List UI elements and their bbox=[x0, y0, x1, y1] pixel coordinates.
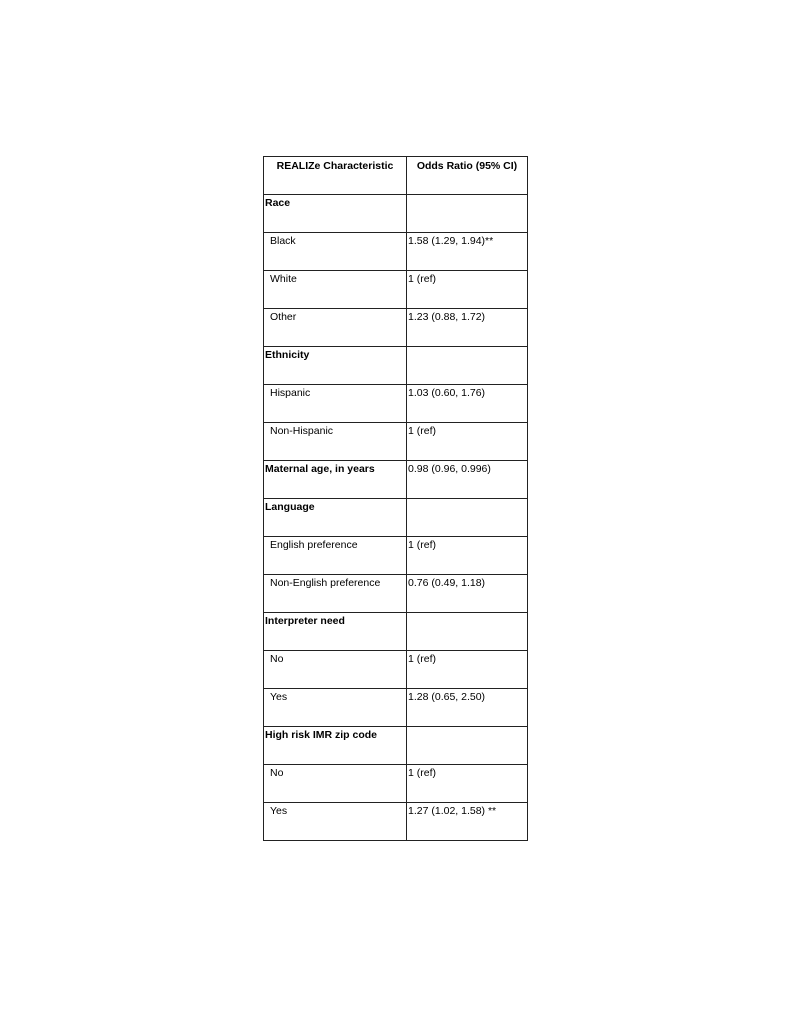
characteristic-label: Hispanic bbox=[270, 387, 311, 399]
characteristic-cell bbox=[264, 461, 407, 499]
odds-ratio-cell bbox=[407, 233, 528, 271]
characteristic-cell bbox=[264, 537, 407, 575]
odds-ratio-value: 1 (ref) bbox=[408, 653, 437, 665]
characteristic-label: Interpreter need bbox=[265, 615, 345, 627]
characteristic-label: Maternal age, in years bbox=[265, 463, 375, 475]
odds-ratio-cell bbox=[407, 537, 528, 575]
odds-ratio-cell bbox=[407, 499, 528, 537]
odds-ratio-cell bbox=[407, 765, 528, 803]
odds-ratio-value: 1 (ref) bbox=[408, 539, 437, 551]
characteristic-label: Yes bbox=[270, 691, 288, 703]
characteristic-label: White bbox=[270, 273, 297, 285]
odds-ratio-value: 1 (ref) bbox=[408, 273, 437, 285]
table-row bbox=[264, 461, 528, 499]
odds-ratio-cell bbox=[407, 613, 528, 651]
odds-ratio-value bbox=[407, 613, 527, 615]
table-row bbox=[264, 347, 528, 385]
table-row bbox=[264, 689, 528, 727]
characteristic-cell bbox=[264, 575, 407, 613]
odds-ratio-value: 1 (ref) bbox=[408, 767, 437, 779]
odds-ratio-value: 0.76 (0.49, 1.18) bbox=[408, 577, 486, 589]
odds-ratio-cell bbox=[407, 727, 528, 765]
characteristic-cell bbox=[264, 423, 407, 461]
characteristic-label: Race bbox=[265, 197, 291, 209]
odds-ratio-cell bbox=[407, 195, 528, 233]
odds-ratio-value bbox=[407, 727, 527, 729]
column-header-characteristic: REALIZe Characteristic bbox=[264, 157, 407, 195]
characteristic-cell bbox=[264, 803, 407, 841]
odds-ratio-value: 1.27 (1.02, 1.58) ** bbox=[408, 805, 497, 817]
characteristic-label: Yes bbox=[270, 805, 288, 817]
characteristic-label: No bbox=[270, 767, 284, 779]
table-row bbox=[264, 765, 528, 803]
odds-ratio-value bbox=[407, 195, 527, 197]
characteristic-label: High risk IMR zip code bbox=[265, 729, 378, 741]
characteristic-label: Non-Hispanic bbox=[270, 425, 334, 437]
odds-ratio-cell bbox=[407, 385, 528, 423]
odds-ratio-value: 1.28 (0.65, 2.50) bbox=[408, 691, 486, 703]
odds-ratio-value: 1.58 (1.29, 1.94)** bbox=[408, 235, 494, 247]
table-row bbox=[264, 309, 528, 347]
odds-ratio-cell bbox=[407, 271, 528, 309]
table-row bbox=[264, 499, 528, 537]
odds-ratio-cell bbox=[407, 575, 528, 613]
table-row bbox=[264, 271, 528, 309]
odds-ratio-value: 0.98 (0.96, 0.996) bbox=[408, 463, 491, 475]
characteristic-label: Other bbox=[270, 311, 297, 323]
odds-ratio-table-container bbox=[263, 156, 528, 841]
characteristic-cell bbox=[264, 689, 407, 727]
table-row bbox=[264, 727, 528, 765]
odds-ratio-cell bbox=[407, 689, 528, 727]
characteristic-cell bbox=[264, 613, 407, 651]
characteristic-label: Ethnicity bbox=[265, 349, 310, 361]
table-header-row bbox=[264, 157, 528, 195]
characteristic-cell bbox=[264, 727, 407, 765]
table-row bbox=[264, 575, 528, 613]
table-row bbox=[264, 613, 528, 651]
odds-ratio-value: 1.03 (0.60, 1.76) bbox=[408, 387, 486, 399]
characteristic-cell bbox=[264, 499, 407, 537]
characteristic-cell bbox=[264, 233, 407, 271]
odds-ratio-cell bbox=[407, 651, 528, 689]
odds-ratio-value bbox=[407, 499, 527, 501]
characteristic-cell bbox=[264, 651, 407, 689]
table-row bbox=[264, 651, 528, 689]
characteristic-label: Non-English preference bbox=[270, 577, 381, 589]
characteristic-cell bbox=[264, 347, 407, 385]
odds-ratio-cell bbox=[407, 461, 528, 499]
odds-ratio-table bbox=[263, 156, 528, 841]
table-row bbox=[264, 195, 528, 233]
table-row bbox=[264, 423, 528, 461]
characteristic-cell bbox=[264, 195, 407, 233]
odds-ratio-cell bbox=[407, 423, 528, 461]
table-row bbox=[264, 537, 528, 575]
column-header-odds-ratio: Odds Ratio (95% CI) bbox=[407, 157, 528, 195]
odds-ratio-value: 1.23 (0.88, 1.72) bbox=[408, 311, 486, 323]
characteristic-cell bbox=[264, 385, 407, 423]
table-row bbox=[264, 385, 528, 423]
characteristic-label: Language bbox=[265, 501, 315, 513]
odds-ratio-cell bbox=[407, 309, 528, 347]
table-row bbox=[264, 803, 528, 841]
odds-ratio-value: 1 (ref) bbox=[408, 425, 437, 437]
characteristic-label: English preference bbox=[270, 539, 358, 551]
characteristic-label: Black bbox=[270, 235, 296, 247]
characteristic-cell bbox=[264, 765, 407, 803]
characteristic-cell bbox=[264, 309, 407, 347]
table-row bbox=[264, 233, 528, 271]
odds-ratio-cell bbox=[407, 347, 528, 385]
characteristic-cell bbox=[264, 271, 407, 309]
characteristic-label: No bbox=[270, 653, 284, 665]
table-body bbox=[264, 195, 528, 841]
odds-ratio-cell bbox=[407, 803, 528, 841]
odds-ratio-value bbox=[407, 347, 527, 349]
